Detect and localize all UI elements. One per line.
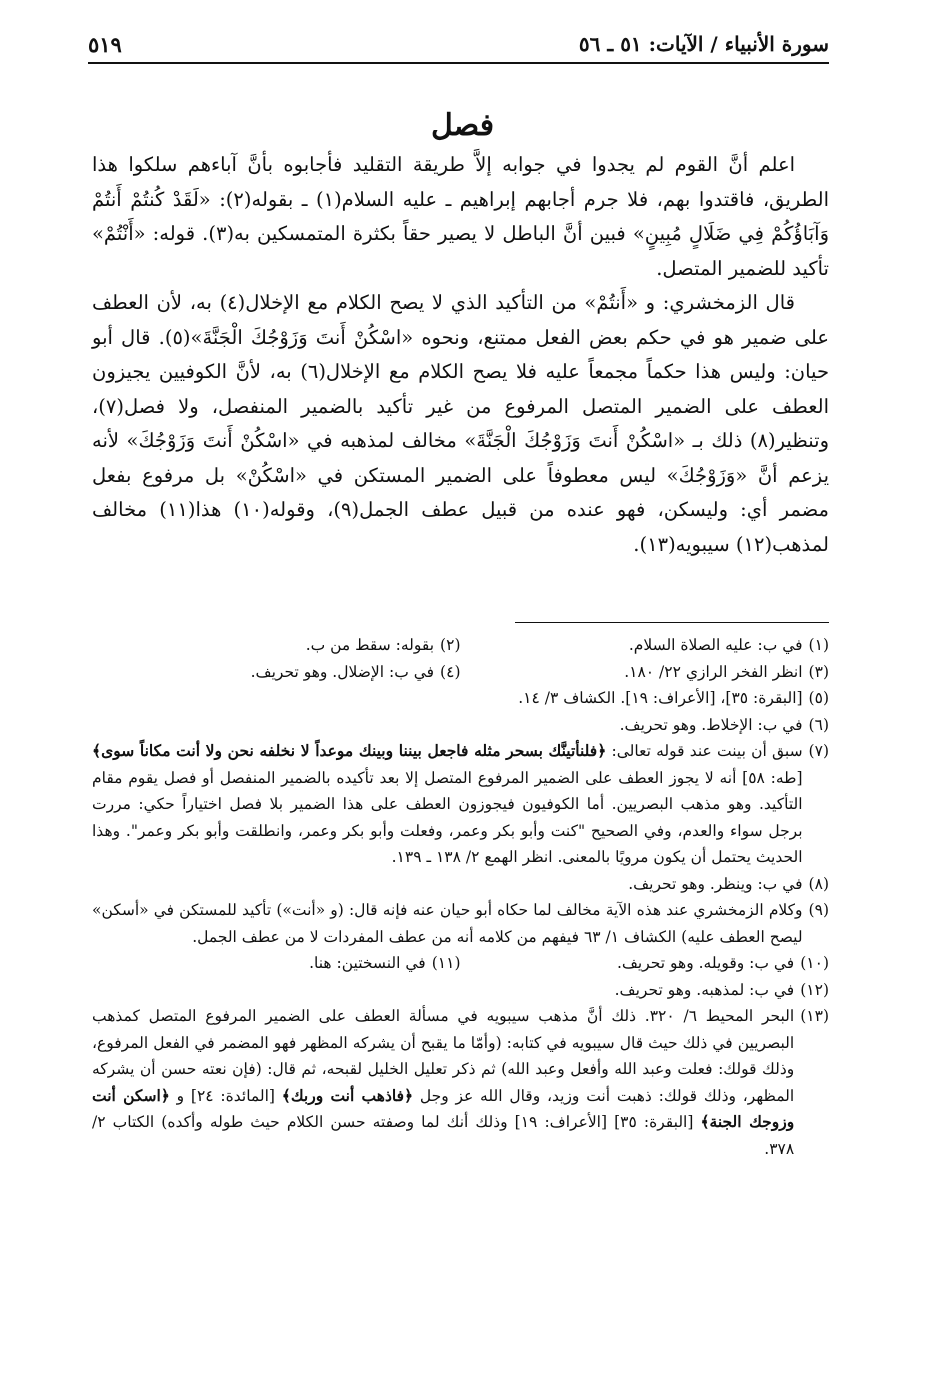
- footnote-number: (٢): [440, 636, 461, 654]
- footnote: [461, 632, 830, 659]
- footnote: [92, 632, 461, 659]
- footnote-text: في ب: عليه الصلاة السلام.: [628, 636, 803, 654]
- footnotes: [92, 632, 829, 1162]
- footnote-body: [طه: ٥٨] أنه لا يجوز العطف على الضمير المرفوع المتصل إلا بعد تأكيده بالضمير المنفصل أو فصل يقوم مقام التأكيد. وهو مذهب البصريين. أما الكوفيون فيجوزون العطف على هذا الضمير بلا فصل اختياراً حكي: مررت برجل سواء والعدم، وفي الصحيح "كنت وأبو بكر وعمر، وفعلت وأبو بكر وعمر، وانطلقت وأبو بكر وعمر". وهذا الحديث يحتمل أن يكون مرويًا بالمعنى. انظر الهمع ٢/ ١٣٨ ـ ١٣٩.: [92, 768, 803, 866]
- page-header: [88, 28, 829, 64]
- main-text: [92, 148, 829, 562]
- footnote: [92, 1003, 829, 1162]
- footnote-text: في النسختين: هنا.: [309, 954, 426, 972]
- footnote-number: (١٢): [800, 980, 829, 999]
- footnote-number: (٩): [808, 901, 829, 919]
- footnote: [92, 659, 461, 686]
- footnote-number: (٣): [808, 662, 829, 681]
- paragraph: اعلم أنَّ القوم لم يجدوا في جوابه إلاَّ طريقة التقليد فأجابوه بأنَّ آباءهم سلكوا هذا الطريق، فاقتدوا بهم، فلا جرم أجابهم إبراهيم ـ عليه السلام(١) ـ بقوله(٢): «لَقَدْ كُنتُمْ أَنتُمْ وَآبَاؤُكُمْ فِي ضَلَالٍ مُبِينٍ» فبين أنَّ الباطل لا يصير حقاً بكثرة المتمسكين به(٣). قوله: «أَنْتُمْ» تأكيد للضمير المتصل.: [92, 153, 829, 280]
- footnote-body: [المائدة: ٢٤] و: [169, 1086, 282, 1105]
- footnote-number: (٥): [808, 689, 829, 707]
- footnote-text: في ب: وينظر. وهو تحريف.: [628, 874, 803, 893]
- section-title: فصل: [430, 108, 495, 143]
- footnote: [92, 685, 829, 712]
- header-rule: [88, 62, 829, 64]
- page-number: ٥١٩: [88, 32, 122, 57]
- footnote-text: بقوله: سقط من ب.: [305, 636, 435, 654]
- footnote-text: في ب: لمذهبه. وهو تحريف.: [614, 980, 795, 999]
- footnote-number: (٧): [808, 742, 829, 760]
- footnote-number: (١): [808, 636, 829, 654]
- footnote: [461, 659, 830, 686]
- footnote-body: [البقرة: ٣٥] [الأعراف: ١٩] وذلك أنك لما وصفته حسن الكلام حيث طوله وأكده) الكتاب ٢/ ٣٧٨.: [92, 1113, 795, 1158]
- footnote-number: (٦): [808, 715, 829, 734]
- footnote-number: (٨): [808, 874, 829, 893]
- footnote-text: في ب: الإخلاط. وهو تحريف.: [619, 715, 803, 734]
- footnote: [92, 977, 829, 1004]
- footnote-text: انظر الفخر الرازي ٢٢/ ١٨٠.: [624, 662, 803, 681]
- footnote-number: (١١): [431, 954, 461, 972]
- footnote-text: وكلام الزمخشري عند هذه الآية مخالف لما حكاه أبو حيان عنه فإنه قال: (و «أنت») تأكيد للمستكن في «أسكن» ليصح العطف عليه) الكشاف ١/ ٦٣ فيفهم من كلامه أنه من عطف المفردات لا من عطف الجمل.: [92, 901, 803, 946]
- footnote: [92, 712, 829, 739]
- quran-quote: ﴿اسكن أنت وزوجك الجنة﴾: [92, 1085, 795, 1131]
- footnote-text: في ب: وقويله. وهو تحريف.: [616, 954, 795, 972]
- footnote-body: البحر المحيط ٦/ ٣٢٠. ذلك أنَّ مذهب سيبويه في مسألة العطف على الضمير المرفوع المتصل كمذهب البصريين في ذلك حيث قال سيبويه في كتابه: (وأمّا ما يقبح أن يشركه المظهر فهو المضمر في الفعل المرفوع، وذلك قولك: فعلت وعبد الله وأفعل وعبد الله) ثم ذكر تعليل الخليل لقبحه، ثم قال: (فإن نعته حسن أن يشركه المظهر، وذلك قولك: ذهبت أنت وزيد، وقال الله عز وجل: [92, 1007, 795, 1105]
- footnote-text: [92, 738, 803, 871]
- footnote-text: [92, 1003, 794, 1162]
- footnote-row: [92, 950, 829, 977]
- footnote: [92, 897, 829, 950]
- footnote-number: (١٣): [800, 1007, 829, 1025]
- footnote: [92, 950, 461, 977]
- footnote-number: (٤): [440, 662, 461, 681]
- running-title: سورة الأنبياء / الآيات: ٥١ ـ ٥٦: [578, 32, 829, 56]
- footnote-number: (١٠): [800, 954, 829, 972]
- footnote-intro: سبق أن بينت عند قوله تعالى:: [606, 742, 803, 760]
- footnote-text: [البقرة: ٣٥]، [الأعراف: ١٩]. الكشاف ٣/ ١٤.: [518, 689, 803, 707]
- footnote: [92, 738, 829, 871]
- quran-quote: ﴿فاذهب أنت وربك﴾: [281, 1085, 414, 1105]
- quran-quote: ﴿فلنأتينَّك بسحر مثله فاجعل بيننا وبينك موعداً لا نخلفه نحن ولا أنت مكاناً سوى﴾: [92, 741, 607, 760]
- footnote: [461, 950, 830, 977]
- footnote-row: [92, 659, 829, 686]
- footnote-row: [92, 632, 829, 659]
- footnote: [92, 871, 829, 898]
- footnote-text: في ب: الإضلال. وهو تحريف.: [250, 662, 435, 681]
- paragraph: قال الزمخشري: و «أَنتُمْ» من التأكيد الذي لا يصح الكلام مع الإخلال(٤) به، لأن العطف على ضمير هو في حكم بعض الفعل ممتنع، ونحوه «اسْكُنْ أَنتَ وَزَوْجُكَ الْجَنَّةَ»(٥). قال أبو حيان: وليس هذا حكماً مجمعاً عليه فلا يصح الكلام مع الإخلال(٦) به، لأنَّ الكوفيين يجيزون العطف على الضمير المتصل المرفوع من غير تأكيد بالضمير المنفصل، ولا فصل(٧)، وتنظير(٨) ذلك بـ «اسْكُنْ أَنتَ وَزَوْجُكَ الْجَنَّةَ» مخالف لمذهبه في «اسْكُنْ أَنتَ وَزَوْجُكَ» لأنه يزعم أنَّ «وَزَوْجُكَ» ليس معطوفاً على الضمير المستكن في «اسْكُنْ» بل مرفوع بفعل مضمر أي: وليسكن، فهو عنده من قبيل عطف الجمل(٩)، وقوله(١٠) هذا(١١) مخالف لمذهب(١٢) سيبويه(١٣).: [92, 291, 829, 556]
- footnote-separator: [515, 622, 829, 623]
